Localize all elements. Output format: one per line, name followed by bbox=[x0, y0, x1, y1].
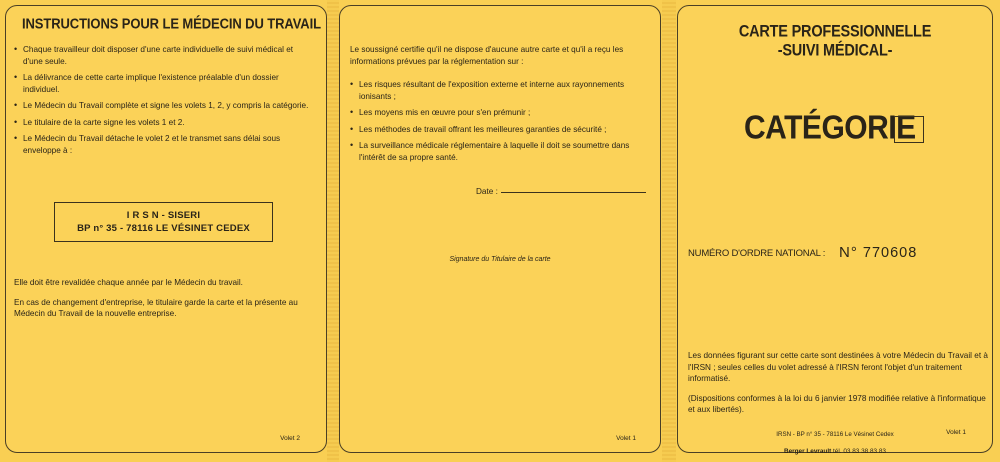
irsn-footer-address: IRSN - BP n° 35 - 78116 Le Vésinet Cedex bbox=[776, 431, 894, 438]
category-checkbox[interactable] bbox=[894, 116, 924, 143]
irsn-address-box bbox=[54, 202, 273, 242]
certification-list bbox=[350, 79, 650, 168]
printer-credit bbox=[677, 448, 993, 455]
instruction-item: • Chaque travailleur doit disposer d'une carte individuelle de suivi médical et d'une seule. bbox=[14, 44, 314, 67]
volet-label: Volet 1 bbox=[616, 435, 636, 442]
data-usage-note: Les données figurant sur cette carte sont destinées à votre Médecin du Travail et à l'IRSN ; seules celles du volet adressé à l'IRSN feront l'objet d'un traitement informatisé. bbox=[688, 351, 988, 383]
holder-signature-label: Signature du Titulaire de la carte bbox=[449, 256, 551, 263]
national-number-label: NUMÉRO D'ORDRE NATIONAL : bbox=[688, 248, 826, 259]
fold-crease-right bbox=[662, 0, 676, 462]
instruction-item: • La délivrance de cette carte implique l'existence préalable d'un dossier individuel. bbox=[14, 72, 314, 95]
certification-item: • La surveillance médicale réglementaire à laquelle il doit se soumettre dans l'intérêt de sa propre santé. bbox=[350, 140, 650, 163]
certification-intro: Le soussigné certifie qu'il ne dispose d'aucune autre carte et qu'il a reçu les informations prévues par la réglementation sur : bbox=[350, 45, 624, 66]
certification-item: • Les méthodes de travail offrant les meilleures garanties de sécurité ; bbox=[350, 124, 650, 136]
instructions-notes bbox=[14, 277, 318, 328]
revalidation-note: Elle doit être revalidée chaque année par le Médecin du travail. bbox=[14, 278, 243, 287]
card-title bbox=[678, 23, 992, 61]
address-line-2: BP n° 35 - 78116 LE VÉSINET CEDEX bbox=[77, 223, 250, 234]
instruction-item: • Le Médecin du Travail complète et signe les volets 1, 2, y compris la catégorie. bbox=[14, 100, 314, 112]
instructions-panel bbox=[5, 5, 327, 453]
card-title-line-2: -SUIVI MÉDICAL- bbox=[777, 42, 893, 60]
instruction-item: • Le Médecin du Travail détache le volet 2 et le transmet sans délai sous enveloppe à : bbox=[14, 133, 314, 156]
printer-name: Berger Levrault bbox=[784, 448, 832, 455]
number-prefix: N° bbox=[839, 244, 858, 261]
national-number bbox=[839, 244, 917, 261]
card-title-line-1: CARTE PROFESSIONNELLE bbox=[738, 22, 932, 41]
volet-label: Volet 1 bbox=[946, 429, 966, 436]
volet-label: Volet 2 bbox=[280, 435, 300, 442]
change-employer-note: En cas de changement d'entreprise, le titulaire garde la carte et la présente au Médecin du Travail de la nouvelle entreprise. bbox=[14, 297, 298, 318]
certification-panel bbox=[339, 5, 661, 453]
date-field[interactable] bbox=[476, 186, 646, 198]
number-value: 770608 bbox=[862, 245, 918, 261]
printer-phone: tél. 03 83 38 83 83 bbox=[833, 448, 886, 455]
address-line-1: I R S N - SISERI bbox=[126, 210, 201, 221]
certification-item: • Les moyens mis en œuvre pour s'en prémunir ; bbox=[350, 107, 650, 119]
card-front-panel bbox=[677, 5, 993, 453]
instructions-list bbox=[14, 44, 314, 161]
date-line[interactable] bbox=[501, 192, 646, 193]
legal-note: (Dispositions conformes à la loi du 6 janvier 1978 modifiée relative à l'informatique et aux libertés). bbox=[688, 393, 986, 414]
category-label: CATÉGORIE bbox=[744, 110, 916, 147]
certification-item: • Les risques résultant de l'exposition externe et interne aux rayonnements ionisants ; bbox=[350, 79, 650, 102]
date-label: Date : bbox=[476, 187, 498, 196]
fold-crease-left bbox=[327, 0, 339, 462]
data-privacy-notes bbox=[688, 350, 988, 424]
instructions-title: INSTRUCTIONS POUR LE MÉDECIN DU TRAVAIL bbox=[22, 15, 321, 32]
instruction-item: • Le titulaire de la carte signe les volets 1 et 2. bbox=[14, 117, 314, 129]
